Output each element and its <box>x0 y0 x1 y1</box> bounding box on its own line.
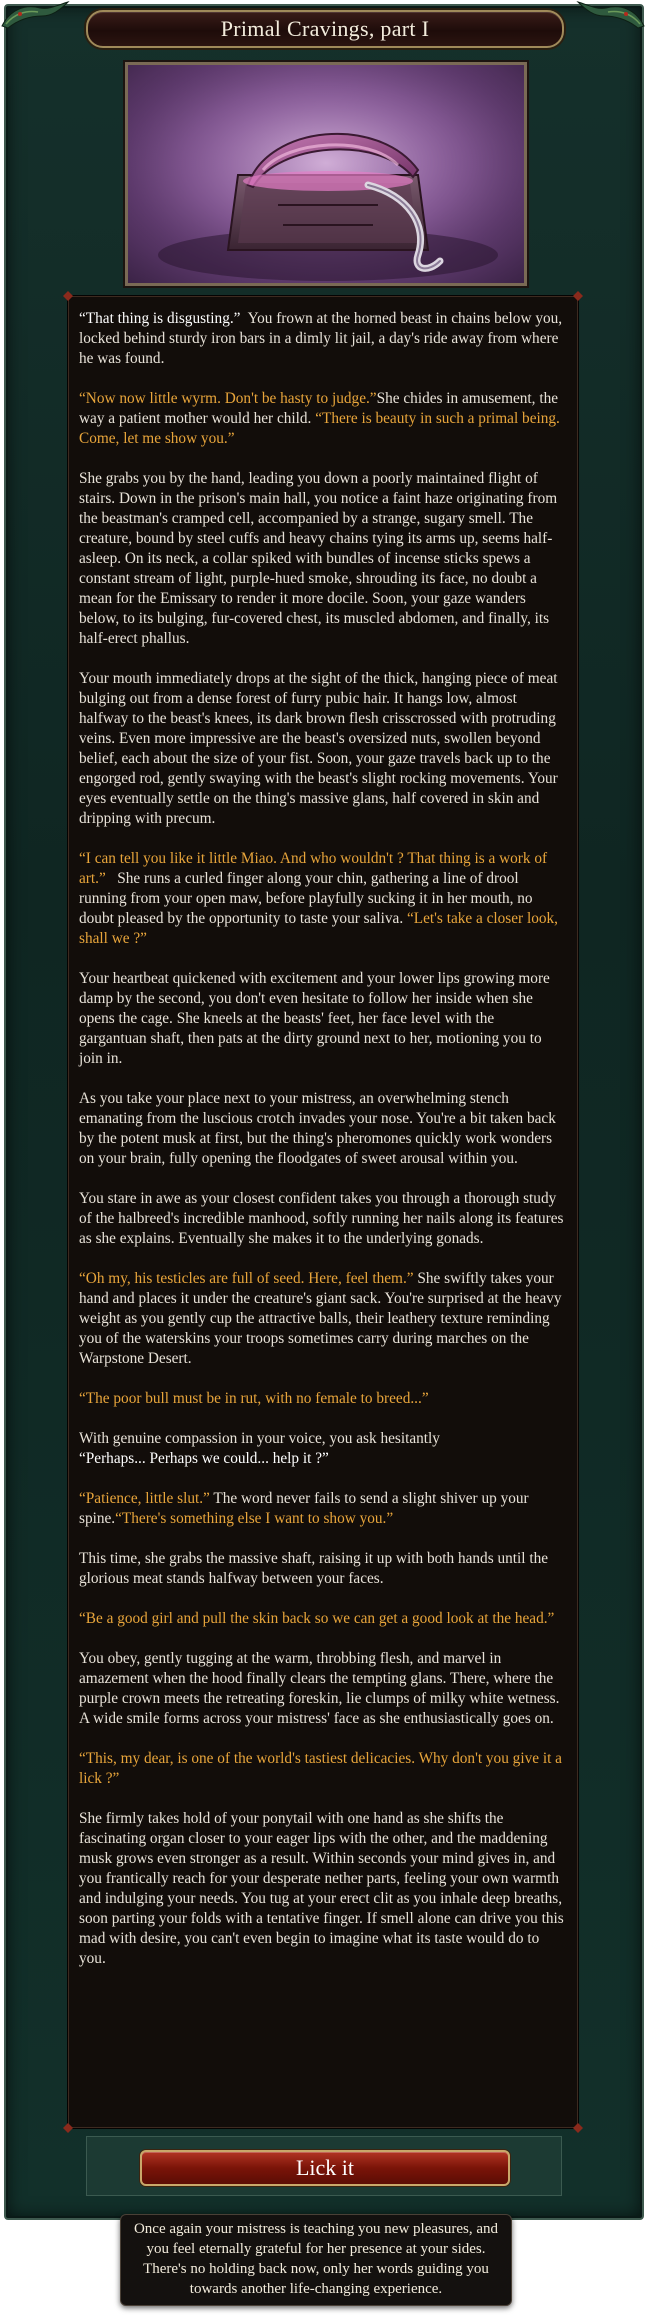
story-paragraph: She firmly takes hold of your ponytail with one hand as she shifts the fascinating organ closer to your eager lips with the other, and the maddening musk grows even stronger as a result. Within seconds your mind gives in, and you frantically reach for your desperate nether parts, feeling your own warmth and indulging your needs. You tug at your erect clit as you inhale deep breaths, soon parting your folds with a tentative finger. If smell alone can drive you this mad with desire, you can't even begin to imagine what its taste would do to you. <box>79 1810 564 1967</box>
title-bar <box>86 10 564 48</box>
dragon-ornament-icon <box>0 0 70 30</box>
story-paragraph: With genuine compassion in your voice, you ask hesitantly “Perhaps... Perhaps we could... help it ?” <box>79 1430 440 1467</box>
story-paragraph: “Patience, little slut.” The word never fails to send a slight shiver up your spine.“There's something else I want to show you.” <box>79 1490 529 1527</box>
story-paragraph: “That thing is disgusting.” You frown at the horned beast in chains below you, locked behind sturdy iron bars in a dimly lit jail, a day's ride away from where he was found. <box>79 310 563 367</box>
story-paragraph: Your heartbeat quickened with excitement and your lower lips growing more damp by the second, you don't even hesitate to follow her inside when she opens the cage. She kneels at the beasts' feet, her face level with the gargantuan shaft, then pats at the dirty ground next to her, motioning you to join in. <box>79 970 550 1067</box>
page-title: Primal Cravings, part I <box>220 16 430 41</box>
corner-ornament-icon <box>573 291 583 301</box>
story-body <box>79 309 565 1989</box>
story-paragraph: “Be a good girl and pull the skin back so we can get a good look at the head.” <box>79 1610 555 1627</box>
story-paragraph: Your mouth immediately drops at the sight of the thick, hanging piece of meat bulging out from a dense forest of furry pubic hair. It hangs low, almost halfway to the beast's knees, its dark brown flesh crisscrossed with protruding veins. Even more impressive are the beast's oversized nuts, swollen beyond belief, each about the size of your fist. Soon, your gaze travels back up to the engorged rod, gently swaying with the beast's slight rocking movements. Your eyes eventually settle on the thing's massive glans, half covered in skin and dripping with precum. <box>79 670 558 827</box>
corner-ornament-icon <box>63 2123 73 2133</box>
event-illustration <box>125 62 527 286</box>
story-paragraph: “I can tell you like it little Miao. And who wouldn't ? That thing is a work of art.” She runs a curled finger along your chin, gathering a line of drool running from your open maw, before playfully sucking it in her mouth, no doubt pleased by the opportunity to taste your saliva. “Let's take a closer look, shall we ?” <box>79 850 558 947</box>
story-paragraph: She grabs you by the hand, leading you down a poorly maintained flight of stairs. Down in the prison's main hall, you notice a faint haze originating from the beastman's cramped cell, accompanied by a strange, sugary smell. The creature, bound by steel cuffs and heavy chains tying its arms up, seems half-asleep. On its neck, a collar spiked with bundles of incense sticks spews a constant stream of light, purple-hued smoke, shrouding its face, no doubt a mean for the Emissary to render it more docile. Soon, your gaze wanders below, to its bulging, fur-covered chest, its muscled abdomen, and finally, its half-erect phallus. <box>79 470 558 647</box>
corner-ornament-icon <box>573 2123 583 2133</box>
story-paragraph: You obey, gently tugging at the warm, throbbing flesh, and marvel in amazement when the hood finally clears the tempting glans. There, where the purple crown meets the retreating foreskin, lie clumps of milky white wetness. A wide smile forms across your mistress' face as she enthusiastically goes on. <box>79 1650 560 1727</box>
story-paragraph: “Now now little wyrm. Don't be hasty to judge.”She chides in amusement, the way a patient mother would her child. “There is beauty in such a primal being. Come, let me show you.” <box>79 390 560 447</box>
chest-with-tentacle-illustration-icon <box>128 65 524 283</box>
story-paragraph: You stare in awe as your closest confident takes you through a thorough study of the halbreed's incredible manhood, softly running her nails along its features as she explains. Eventually she makes it to the underlying gonads. <box>79 1190 564 1247</box>
story-paragraph: This time, she grabs the massive shaft, raising it up with both hands until the glorious meat stands halfway between your faces. <box>79 1550 549 1587</box>
story-text-panel <box>68 296 578 2128</box>
story-paragraph: “The poor bull must be in rut, with no female to breed...” <box>79 1390 429 1407</box>
corner-ornament-icon <box>63 291 73 301</box>
story-paragraph: “This, my dear, is one of the world's tastiest delicacies. Why don't you give it a lick ?” <box>79 1750 562 1787</box>
choice-tooltip: Once again your mistress is teaching you new pleasures, and you feel eternally grateful for her presence at your sides. There's no holding back now, only her words guiding you towards another life-changing experience. <box>120 2214 512 2306</box>
lick-it-button[interactable]: Lick it <box>140 2150 510 2186</box>
story-paragraph: “Oh my, his testicles are full of seed. Here, feel them.” She swiftly takes your hand and places it under the creature's giant sack. You're surprised at the heavy weight as you gently cup the attractive balls, their leathery texture reminding you of the waterskins your troops sometimes carry during marches on the Warpstone Desert. <box>79 1270 562 1367</box>
dragon-ornament-icon <box>576 0 646 30</box>
story-paragraph: As you take your place next to your mistress, an overwhelming stench emanating from the luscious crotch invades your nose. You're a bit taken back by the potent musk at first, but the thing's pheromones quickly work wonders on your brain, fully opening the floodgates of sweet arousal within you. <box>79 1090 556 1167</box>
